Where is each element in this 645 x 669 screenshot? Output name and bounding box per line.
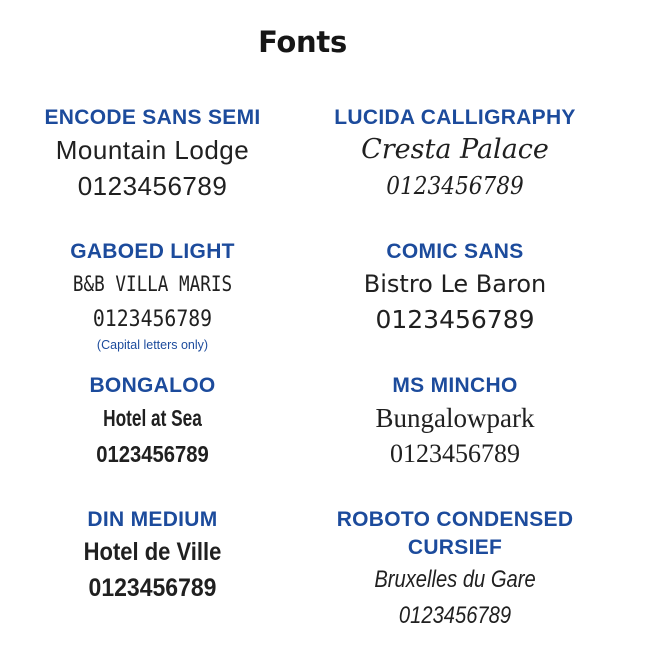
- font-sample-text: B&B VILLA MARIS: [72, 272, 233, 296]
- font-digits-text: 0123456789: [88, 574, 217, 602]
- font-digits-text: 0123456789: [375, 305, 535, 334]
- font-sample-text: Bistro Le Baron: [363, 270, 547, 298]
- font-sample-text: Cresta Palace: [361, 134, 549, 165]
- font-block-roboto-condensed-cursief: [305, 506, 605, 634]
- font-name-label: MS MINCHO: [392, 374, 518, 397]
- font-digits-text: 0123456789: [398, 602, 512, 629]
- font-block-din-medium: [0, 506, 305, 634]
- font-block-lucida-calligraphy: [305, 104, 605, 204]
- font-sample-text: Bungalowpark: [375, 403, 535, 433]
- font-name-label: ROBOTO CONDENSED CURSIEF: [336, 508, 574, 559]
- font-sample-text: Hotel at Sea: [103, 405, 202, 431]
- font-sample-text: Bruxelles du Gare: [374, 566, 536, 593]
- fonts-page: [0, 24, 605, 634]
- fonts-grid: [0, 104, 605, 634]
- font-digits-text: 0123456789: [96, 441, 209, 467]
- font-block-bongaloo: [0, 372, 305, 472]
- font-name-label: LUCIDA CALLIGRAPHY: [334, 106, 576, 129]
- font-name-label: COMIC SANS: [386, 240, 524, 263]
- font-block-comic-sans: [305, 238, 605, 338]
- font-name-label: GABOED LIGHT: [70, 240, 235, 263]
- font-block-encode-sans-semi: [0, 104, 305, 204]
- font-block-ms-mincho: [305, 372, 605, 472]
- font-digits-text: 0123456789: [92, 307, 213, 332]
- font-name-label: DIN MEDIUM: [87, 508, 218, 531]
- page-title: Fonts: [258, 25, 347, 59]
- font-sample-text: Mountain Lodge: [55, 135, 250, 165]
- font-name-label: ENCODE SANS SEMI: [44, 106, 261, 129]
- font-digits-text: 0123456789: [77, 171, 228, 201]
- font-digits-text: 0123456789: [386, 172, 524, 200]
- font-block-gaboed-light: GABOED LIGHT B&B VILLA MARIS 0123456789 (Capital letters only): [0, 238, 305, 338]
- font-sample-text: Hotel de Ville: [83, 538, 222, 566]
- font-digits-text: 0123456789: [390, 439, 520, 468]
- font-name-label: BONGALOO: [89, 374, 216, 397]
